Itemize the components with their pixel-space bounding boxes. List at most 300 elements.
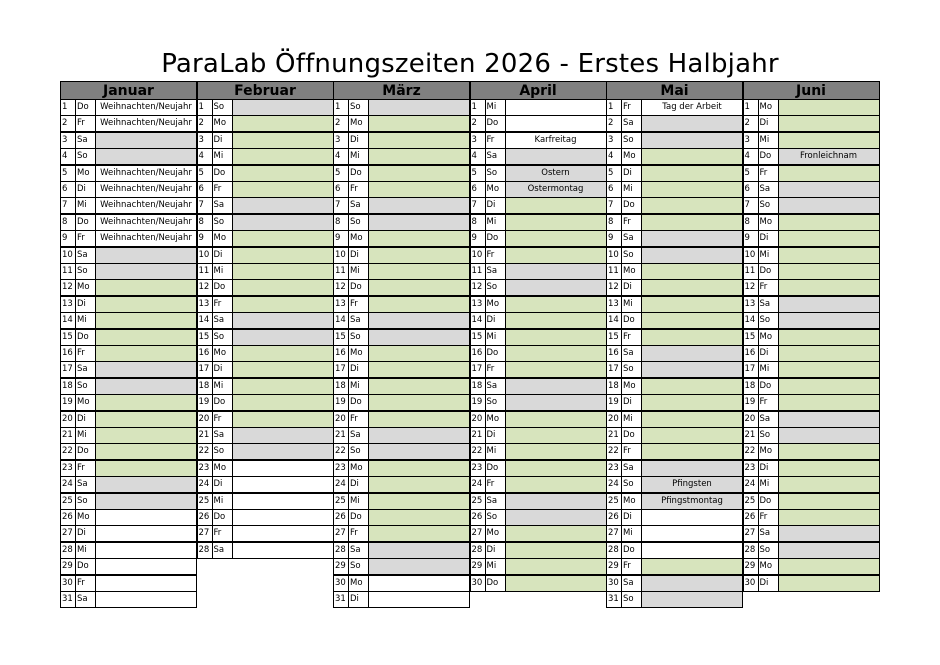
day-number: 6 bbox=[744, 182, 759, 197]
day-row bbox=[333, 443, 470, 460]
day-note bbox=[506, 461, 606, 476]
weekday: Mi bbox=[486, 559, 506, 574]
weekday: Do bbox=[759, 494, 779, 509]
day-note bbox=[642, 215, 742, 230]
day-note bbox=[642, 313, 742, 328]
day-number: 19 bbox=[61, 395, 76, 410]
weekday: Sa bbox=[76, 477, 96, 492]
day-row bbox=[606, 525, 743, 542]
day-note bbox=[96, 559, 196, 574]
day-note: Weihnachten/Neujahr bbox=[96, 215, 196, 230]
day-note bbox=[96, 264, 196, 279]
day-number: 16 bbox=[61, 346, 76, 361]
day-note bbox=[506, 280, 606, 295]
day-number: 4 bbox=[471, 149, 486, 164]
day-number: 6 bbox=[607, 182, 622, 197]
day-row bbox=[197, 525, 334, 542]
day-number: 7 bbox=[334, 198, 349, 213]
day-note bbox=[233, 231, 333, 246]
day-note bbox=[642, 346, 742, 361]
day-row bbox=[470, 99, 607, 116]
day-number: 13 bbox=[334, 297, 349, 312]
day-row bbox=[470, 329, 607, 346]
day-note bbox=[506, 248, 606, 263]
day-row bbox=[333, 575, 470, 592]
weekday: Fr bbox=[213, 412, 233, 427]
day-number: 6 bbox=[198, 182, 213, 197]
day-number: 5 bbox=[334, 166, 349, 181]
day-number: 22 bbox=[61, 444, 76, 459]
day-number: 4 bbox=[744, 149, 759, 164]
day-row bbox=[606, 214, 743, 231]
day-number: 28 bbox=[198, 543, 213, 558]
weekday: Mi bbox=[759, 477, 779, 492]
day-row bbox=[606, 427, 743, 444]
day-row bbox=[743, 296, 880, 313]
day-row bbox=[60, 394, 197, 411]
weekday: Mi bbox=[213, 149, 233, 164]
day-row bbox=[333, 115, 470, 132]
day-note: Ostermontag bbox=[506, 182, 606, 197]
weekday: So bbox=[213, 100, 233, 115]
day-number: 3 bbox=[744, 133, 759, 148]
weekday: So bbox=[349, 444, 369, 459]
day-number: 12 bbox=[198, 280, 213, 295]
weekday: Mo bbox=[349, 231, 369, 246]
month-header: März bbox=[333, 81, 470, 100]
day-row bbox=[197, 427, 334, 444]
day-row bbox=[743, 378, 880, 395]
day-row bbox=[333, 411, 470, 428]
day-note bbox=[642, 248, 742, 263]
day-number: 21 bbox=[61, 428, 76, 443]
day-number: 26 bbox=[607, 510, 622, 525]
day-number: 6 bbox=[471, 182, 486, 197]
calendar-grid bbox=[60, 81, 880, 616]
day-note bbox=[779, 133, 879, 148]
day-row bbox=[60, 525, 197, 542]
day-number: 10 bbox=[744, 248, 759, 263]
day-note bbox=[233, 264, 333, 279]
day-note bbox=[233, 444, 333, 459]
day-note bbox=[506, 149, 606, 164]
day-row bbox=[197, 378, 334, 395]
weekday: Mo bbox=[622, 379, 642, 394]
day-row bbox=[743, 575, 880, 592]
weekday: Mi bbox=[622, 182, 642, 197]
day-note bbox=[233, 297, 333, 312]
weekday: Do bbox=[486, 461, 506, 476]
day-row bbox=[333, 493, 470, 510]
day-note bbox=[369, 543, 469, 558]
day-number: 27 bbox=[471, 526, 486, 541]
weekday: Di bbox=[349, 248, 369, 263]
day-note bbox=[233, 100, 333, 115]
day-note bbox=[233, 428, 333, 443]
weekday: Mo bbox=[76, 166, 96, 181]
day-number: 6 bbox=[61, 182, 76, 197]
day-row bbox=[333, 247, 470, 264]
day-number: 27 bbox=[334, 526, 349, 541]
day-number: 7 bbox=[607, 198, 622, 213]
weekday: Sa bbox=[76, 362, 96, 377]
weekday: Do bbox=[759, 149, 779, 164]
day-note bbox=[779, 576, 879, 591]
day-note bbox=[233, 198, 333, 213]
day-note bbox=[642, 576, 742, 591]
weekday: Fr bbox=[622, 330, 642, 345]
day-note bbox=[369, 412, 469, 427]
day-number: 11 bbox=[471, 264, 486, 279]
day-note bbox=[369, 297, 469, 312]
day-note: Weihnachten/Neujahr bbox=[96, 182, 196, 197]
day-note bbox=[506, 346, 606, 361]
day-note bbox=[96, 526, 196, 541]
weekday: Mo bbox=[759, 215, 779, 230]
weekday: Fr bbox=[622, 100, 642, 115]
day-note bbox=[96, 412, 196, 427]
day-number: 23 bbox=[744, 461, 759, 476]
day-note bbox=[642, 330, 742, 345]
day-note bbox=[506, 494, 606, 509]
day-note bbox=[233, 526, 333, 541]
day-note bbox=[779, 198, 879, 213]
day-row bbox=[197, 443, 334, 460]
weekday: Sa bbox=[486, 264, 506, 279]
weekday: Di bbox=[759, 116, 779, 131]
day-number: 18 bbox=[607, 379, 622, 394]
weekday: So bbox=[76, 494, 96, 509]
day-note bbox=[96, 461, 196, 476]
weekday: Mo bbox=[622, 494, 642, 509]
day-row bbox=[743, 509, 880, 526]
day-row bbox=[606, 345, 743, 362]
day-row bbox=[470, 558, 607, 575]
day-number: 16 bbox=[198, 346, 213, 361]
day-row bbox=[606, 476, 743, 493]
day-number: 31 bbox=[607, 592, 622, 607]
month-header: Februar bbox=[197, 81, 334, 100]
day-row bbox=[606, 148, 743, 165]
day-row bbox=[197, 542, 334, 559]
weekday: Sa bbox=[759, 526, 779, 541]
day-note bbox=[369, 182, 469, 197]
day-number: 16 bbox=[471, 346, 486, 361]
weekday: Sa bbox=[349, 198, 369, 213]
day-row bbox=[743, 411, 880, 428]
day-note: Weihnachten/Neujahr bbox=[96, 166, 196, 181]
day-note: Ostern bbox=[506, 166, 606, 181]
day-row bbox=[470, 181, 607, 198]
day-note bbox=[642, 395, 742, 410]
weekday: So bbox=[622, 133, 642, 148]
day-row bbox=[60, 247, 197, 264]
weekday: Di bbox=[213, 133, 233, 148]
day-note bbox=[96, 133, 196, 148]
weekday: Fr bbox=[622, 559, 642, 574]
day-number: 31 bbox=[61, 592, 76, 607]
weekday: Mi bbox=[622, 526, 642, 541]
day-number: 30 bbox=[607, 576, 622, 591]
day-number: 22 bbox=[471, 444, 486, 459]
weekday: Do bbox=[759, 379, 779, 394]
day-row bbox=[743, 493, 880, 510]
weekday: Di bbox=[76, 297, 96, 312]
day-row bbox=[197, 132, 334, 149]
day-number: 27 bbox=[607, 526, 622, 541]
day-note bbox=[642, 559, 742, 574]
day-note bbox=[233, 379, 333, 394]
day-row bbox=[197, 312, 334, 329]
day-note bbox=[506, 379, 606, 394]
day-row bbox=[333, 132, 470, 149]
day-note bbox=[369, 494, 469, 509]
day-note bbox=[506, 330, 606, 345]
day-number: 29 bbox=[607, 559, 622, 574]
day-number: 3 bbox=[334, 133, 349, 148]
weekday: Fr bbox=[486, 362, 506, 377]
weekday: So bbox=[213, 215, 233, 230]
weekday: Sa bbox=[349, 543, 369, 558]
day-row bbox=[470, 197, 607, 214]
day-note bbox=[779, 182, 879, 197]
day-number: 14 bbox=[61, 313, 76, 328]
day-number: 29 bbox=[334, 559, 349, 574]
day-note bbox=[96, 444, 196, 459]
day-note bbox=[779, 280, 879, 295]
weekday: So bbox=[349, 100, 369, 115]
day-number: 25 bbox=[61, 494, 76, 509]
day-note bbox=[369, 116, 469, 131]
day-row bbox=[60, 591, 197, 608]
day-row bbox=[60, 345, 197, 362]
day-row bbox=[606, 263, 743, 280]
day-row bbox=[60, 378, 197, 395]
day-number: 20 bbox=[471, 412, 486, 427]
day-note: Pfingstmontag bbox=[642, 494, 742, 509]
day-number: 19 bbox=[198, 395, 213, 410]
day-note bbox=[779, 526, 879, 541]
day-row bbox=[606, 411, 743, 428]
day-number: 5 bbox=[744, 166, 759, 181]
day-number: 30 bbox=[471, 576, 486, 591]
day-note bbox=[779, 116, 879, 131]
day-note bbox=[779, 428, 879, 443]
day-note bbox=[506, 100, 606, 115]
day-row bbox=[743, 115, 880, 132]
weekday: Do bbox=[486, 346, 506, 361]
day-row bbox=[606, 115, 743, 132]
day-row bbox=[606, 132, 743, 149]
day-number: 16 bbox=[334, 346, 349, 361]
day-note bbox=[506, 231, 606, 246]
day-note bbox=[506, 559, 606, 574]
day-row bbox=[606, 542, 743, 559]
weekday: Sa bbox=[76, 248, 96, 263]
day-number: 12 bbox=[334, 280, 349, 295]
day-note bbox=[369, 510, 469, 525]
day-number: 13 bbox=[198, 297, 213, 312]
day-number: 1 bbox=[607, 100, 622, 115]
day-note bbox=[233, 182, 333, 197]
day-note bbox=[369, 444, 469, 459]
day-number: 2 bbox=[198, 116, 213, 131]
weekday: Sa bbox=[76, 133, 96, 148]
day-row bbox=[333, 214, 470, 231]
weekday: So bbox=[622, 362, 642, 377]
weekday: Mo bbox=[759, 100, 779, 115]
day-row bbox=[60, 312, 197, 329]
day-row bbox=[470, 509, 607, 526]
day-row bbox=[743, 148, 880, 165]
day-row bbox=[197, 148, 334, 165]
day-number: 26 bbox=[471, 510, 486, 525]
day-number: 18 bbox=[61, 379, 76, 394]
day-row bbox=[333, 361, 470, 378]
day-note bbox=[506, 428, 606, 443]
day-note bbox=[369, 313, 469, 328]
day-note bbox=[369, 592, 469, 607]
day-row bbox=[606, 329, 743, 346]
day-number: 5 bbox=[471, 166, 486, 181]
day-row bbox=[606, 575, 743, 592]
day-number: 2 bbox=[744, 116, 759, 131]
day-note bbox=[96, 362, 196, 377]
day-row bbox=[197, 509, 334, 526]
day-row bbox=[470, 542, 607, 559]
day-note bbox=[233, 395, 333, 410]
day-number: 17 bbox=[334, 362, 349, 377]
day-row bbox=[197, 394, 334, 411]
day-row bbox=[743, 361, 880, 378]
weekday: Mo bbox=[759, 559, 779, 574]
weekday: Fr bbox=[349, 297, 369, 312]
weekday: Do bbox=[622, 198, 642, 213]
weekday: Sa bbox=[349, 313, 369, 328]
weekday: Do bbox=[622, 313, 642, 328]
day-row bbox=[60, 542, 197, 559]
day-row bbox=[197, 115, 334, 132]
day-number: 22 bbox=[198, 444, 213, 459]
weekday: Fr bbox=[759, 280, 779, 295]
day-number: 8 bbox=[334, 215, 349, 230]
weekday: Mi bbox=[349, 494, 369, 509]
day-note bbox=[233, 461, 333, 476]
day-note bbox=[642, 543, 742, 558]
day-note bbox=[96, 592, 196, 607]
day-note bbox=[96, 379, 196, 394]
day-row bbox=[743, 312, 880, 329]
day-number: 4 bbox=[61, 149, 76, 164]
day-row bbox=[606, 493, 743, 510]
weekday: Di bbox=[622, 166, 642, 181]
day-note bbox=[506, 412, 606, 427]
weekday: Do bbox=[76, 215, 96, 230]
weekday: Fr bbox=[213, 297, 233, 312]
weekday: Mo bbox=[213, 231, 233, 246]
day-number: 10 bbox=[607, 248, 622, 263]
day-note bbox=[642, 379, 742, 394]
weekday: Mo bbox=[486, 182, 506, 197]
weekday: Sa bbox=[759, 412, 779, 427]
day-row bbox=[60, 427, 197, 444]
day-note bbox=[233, 346, 333, 361]
day-row bbox=[470, 427, 607, 444]
day-row bbox=[333, 542, 470, 559]
weekday: Do bbox=[486, 116, 506, 131]
day-number: 13 bbox=[607, 297, 622, 312]
day-note bbox=[96, 510, 196, 525]
day-number: 3 bbox=[198, 133, 213, 148]
day-note bbox=[506, 444, 606, 459]
day-number: 2 bbox=[334, 116, 349, 131]
day-note bbox=[96, 576, 196, 591]
day-note: Weihnachten/Neujahr bbox=[96, 198, 196, 213]
weekday: Mo bbox=[76, 510, 96, 525]
day-row bbox=[743, 99, 880, 116]
day-number: 14 bbox=[198, 313, 213, 328]
day-number: 27 bbox=[61, 526, 76, 541]
day-note bbox=[369, 133, 469, 148]
weekday: Mo bbox=[213, 461, 233, 476]
day-number: 28 bbox=[607, 543, 622, 558]
day-number: 9 bbox=[471, 231, 486, 246]
day-number: 8 bbox=[198, 215, 213, 230]
day-row bbox=[743, 132, 880, 149]
day-row bbox=[606, 460, 743, 477]
weekday: Sa bbox=[622, 231, 642, 246]
day-number: 8 bbox=[61, 215, 76, 230]
day-row bbox=[743, 197, 880, 214]
day-number: 22 bbox=[334, 444, 349, 459]
day-row bbox=[60, 411, 197, 428]
day-row bbox=[470, 279, 607, 296]
day-number: 22 bbox=[607, 444, 622, 459]
day-note bbox=[369, 215, 469, 230]
weekday: Di bbox=[213, 248, 233, 263]
weekday: Mi bbox=[349, 379, 369, 394]
day-number: 20 bbox=[334, 412, 349, 427]
day-number: 11 bbox=[198, 264, 213, 279]
day-note bbox=[642, 510, 742, 525]
day-number: 16 bbox=[744, 346, 759, 361]
day-number: 18 bbox=[744, 379, 759, 394]
day-number: 20 bbox=[198, 412, 213, 427]
day-row bbox=[197, 247, 334, 264]
day-number: 13 bbox=[471, 297, 486, 312]
weekday: Do bbox=[76, 444, 96, 459]
day-row bbox=[60, 197, 197, 214]
day-number: 3 bbox=[471, 133, 486, 148]
weekday: Mi bbox=[76, 428, 96, 443]
day-note bbox=[369, 100, 469, 115]
day-number: 1 bbox=[61, 100, 76, 115]
page-title: ParaLab Öffnungszeiten 2026 - Erstes Halbjahr bbox=[161, 49, 779, 79]
day-row bbox=[743, 476, 880, 493]
weekday: Di bbox=[349, 362, 369, 377]
day-note bbox=[779, 477, 879, 492]
weekday: Do bbox=[349, 510, 369, 525]
day-note bbox=[233, 215, 333, 230]
day-note bbox=[506, 264, 606, 279]
day-number: 24 bbox=[198, 477, 213, 492]
day-number: 25 bbox=[471, 494, 486, 509]
weekday: So bbox=[213, 444, 233, 459]
day-number: 2 bbox=[607, 116, 622, 131]
day-note: Karfreitag bbox=[506, 133, 606, 148]
weekday: Do bbox=[213, 395, 233, 410]
day-note bbox=[779, 215, 879, 230]
